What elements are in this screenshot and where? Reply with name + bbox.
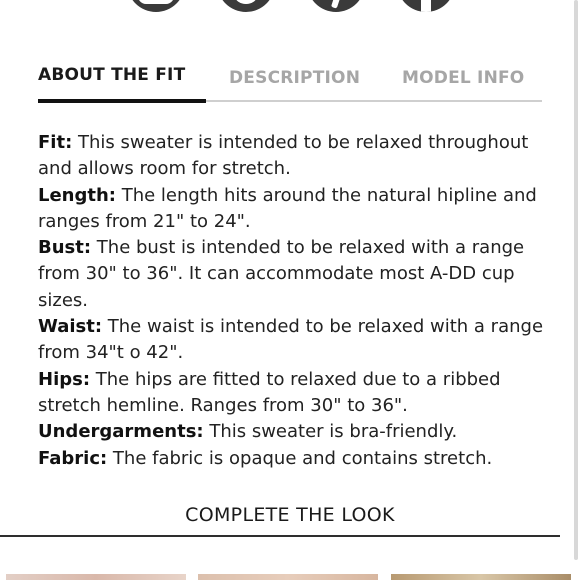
fit-row: [38, 130, 548, 183]
hips-row: [38, 367, 548, 420]
undergarments-row: [38, 419, 548, 445]
instagram-icon[interactable]: [127, 0, 185, 12]
fabric-text: The fabric is opaque and contains stretch.: [107, 447, 493, 469]
fit-text: This sweater is intended to be relaxed throughout and allows room for stretch.: [38, 132, 529, 180]
tab-about-the-fit[interactable]: ABOUT THE FIT: [38, 65, 186, 85]
bust-row: [38, 235, 548, 314]
look-product-thumbnail[interactable]: [6, 574, 186, 580]
waist-row: [38, 314, 548, 367]
scrollbar-thumb[interactable]: [574, 0, 578, 560]
tab-description[interactable]: DESCRIPTION: [229, 68, 361, 88]
active-tab-indicator: [38, 99, 206, 103]
waist-text: The waist is intended to be relaxed with a range from 34"t o 42".: [38, 316, 544, 364]
look-product-thumbnail[interactable]: [391, 574, 571, 580]
complete-the-look-title: COMPLETE THE LOOK: [185, 504, 395, 526]
section-divider: [0, 535, 560, 537]
facebook-icon[interactable]: [397, 0, 455, 12]
fabric-label: Fabric:: [38, 447, 108, 469]
bust-label: Bust:: [38, 237, 92, 259]
page-scrollbar[interactable]: [572, 0, 580, 580]
waist-label: Waist:: [38, 316, 103, 338]
look-product-thumbnail[interactable]: [198, 574, 378, 580]
fit-label: Fit:: [38, 132, 73, 153]
length-text: The length hits around the natural hipline and ranges from 21" to 24".: [38, 184, 537, 232]
social-links: [0, 0, 580, 18]
undergarments-label: Undergarments:: [38, 421, 204, 443]
pinterest-icon[interactable]: [307, 0, 365, 12]
length-row: [38, 183, 548, 236]
tab-model-info[interactable]: MODEL INFO: [402, 68, 525, 88]
hips-label: Hips:: [38, 368, 91, 390]
fabric-row: [38, 446, 548, 472]
fit-details: [38, 130, 548, 472]
undergarments-text: This sweater is bra-friendly.: [203, 421, 458, 443]
length-label: Length:: [38, 184, 116, 206]
product-info-tabs: [38, 60, 542, 102]
tiktok-icon[interactable]: [217, 0, 275, 12]
bust-text: The bust is intended to be relaxed with a range from 30" to 36". It can accommodate most A-DD cup sizes.: [38, 237, 525, 311]
hips-text: The hips are fitted to relaxed due to a ribbed stretch hemline. Ranges from 30" to 36".: [38, 368, 501, 416]
